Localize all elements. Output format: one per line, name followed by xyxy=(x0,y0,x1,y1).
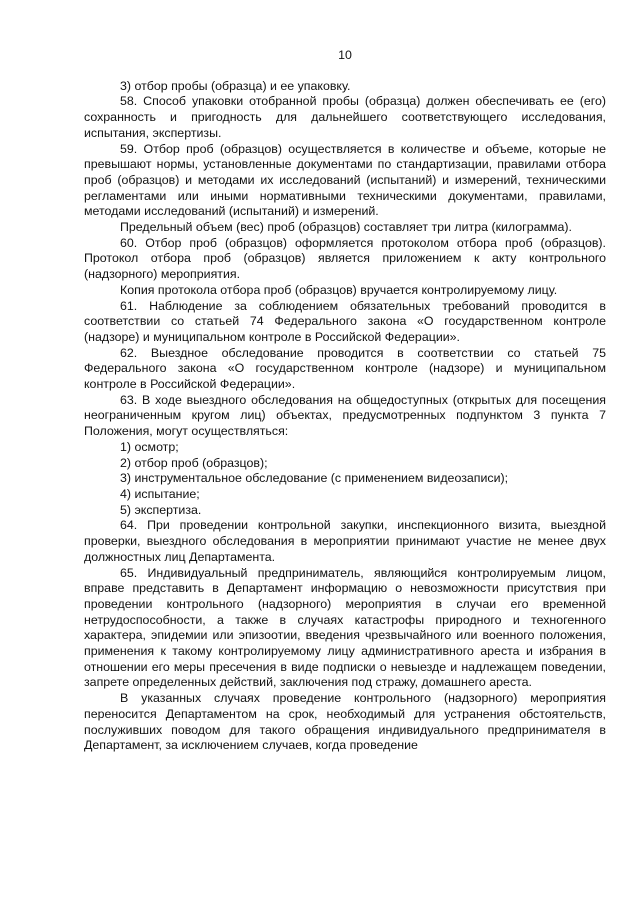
paragraph-61: 61. Наблюдение за соблюдением обязательных требований проводится в соответствии со статьей 74 Федерального закона «О государственном контроле (надзоре) и муниципальном контроле в Российской Федерации». xyxy=(84,298,606,344)
paragraph-64: 64. При проведении контрольной закупки, инспекционного визита, выездной проверки, выездного обследования в мероприятии принимают участие не менее двух должностных лиц Департамента. xyxy=(84,518,606,564)
paragraph-63: 63. В ходе выездного обследования на общедоступных (открытых для посещения неограниченным кругом лиц) объектах, предусмотренных подпунктом 3 пункта 7 Положения, могут осуществляться: xyxy=(84,392,606,439)
paragraph-protocol-copy: Копия протокола отбора проб (образцов) вручается контролируемому лицу. xyxy=(120,282,558,297)
paragraph-62: 62. Выездное обследование проводится в соответствии со статьей 75 Федерального закона «О государственном контроле (надзоре) и муниципальном контроле в Российской Федерации». xyxy=(84,345,606,392)
paragraph-postponement: В указанных случаях проведение контрольного (надзорного) мероприятия переносится Департаментом на срок, необходимый для устранения обстоятельств, послуживших поводом для такого обращения индивидуального предпринимателя в Департамент, за исключением случаев, когда проведение xyxy=(84,691,606,753)
paragraph-item-3: 3) отбор пробы (образца) и ее упаковку. xyxy=(120,78,351,93)
list-item: 4) испытание; xyxy=(120,486,200,501)
paragraph-60: 60. Отбор проб (образцов) оформляется протоколом отбора проб (образцов). Протокол отбора проб (образцов) является приложением к акту контрольного (надзорного) мероприятия. xyxy=(84,235,606,282)
list-item: 5) экспертиза. xyxy=(120,502,202,517)
paragraph-59: 59. Отбор проб (образцов) осуществляется в количестве и объеме, которые не превышают нормы, установленные документами по стандартизации, правилами отбора проб (образцов) и методами их исследований (испытаний) и измерений, техническими регламентами или иными нормативными техническими документами, правилами, методами исследований (испытаний) и измерений. xyxy=(84,141,606,219)
paragraph-58: 58. Способ упаковки отобранной пробы (образца) должен обеспечивать ее (его) сохранность и пригодность для дальнейшего соответствующего исследования, испытания, экспертизы. xyxy=(84,94,606,140)
list-item: 2) отбор проб (образцов); xyxy=(120,455,268,470)
document-page xyxy=(84,48,606,754)
page-number: 10 xyxy=(338,48,352,62)
list-item: 1) осмотр; xyxy=(120,439,179,454)
list-item: 3) инструментальное обследование (с применением видеозаписи); xyxy=(120,471,509,486)
paragraph-65: 65. Индивидуальный предприниматель, являющийся контролируемым лицом, вправе представить в Департамент информацию о невозможности присутствия при проведении контрольного (надзорного) мероприятия в случаи его временной нетрудоспособности, а также в случаях катастрофы природного и техногенного характера, эпидемии или эпизоотии, введения чрезвычайного или военного положения, применения к такому контролируемому лицу административного ареста и избрания в отношении его меры пресечения в виде подписки о невыезде и надлежащем поведении, запрете определенных действий, заключения под стражу, домашнего ареста. xyxy=(84,565,606,690)
paragraph-max-volume: Предельный объем (вес) проб (образцов) составляет три литра (килограмма). xyxy=(120,220,572,235)
